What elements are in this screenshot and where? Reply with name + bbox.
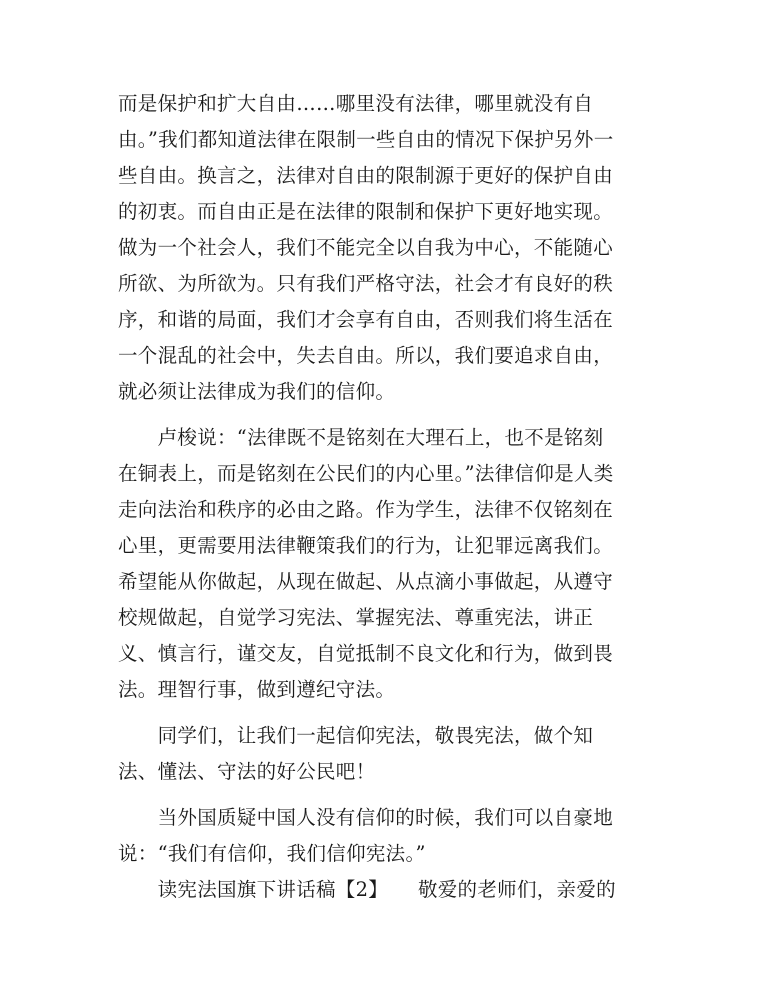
text-line: 做为一个社会人，我们不能完全以自我为中心，不能随心 — [118, 236, 614, 259]
text-line: 序，和谐的局面，我们才会享有自由，否则我们将生活在 — [118, 308, 614, 331]
text-line: 卢梭说：“法律既不是铭刻在大理石上，也不是铭刻 — [118, 426, 604, 449]
text-line: 而是保护和扩大自由……哪里没有法律，哪里就没有自 — [118, 92, 594, 115]
text-line: 同学们，让我们一起信仰宪法，敬畏宪法，做个知 — [118, 724, 594, 747]
text-line: 一个混乱的社会中，失去自由。所以，我们要追求自由， — [118, 344, 614, 367]
text-line: 义、慎言行，谨交友，自觉抵制不良文化和行为，做到畏 — [118, 642, 614, 665]
text-line: 在铜表上，而是铭刻在公民们的内心里。”法律信仰是人类 — [118, 462, 614, 485]
text-line: 校规做起，自觉学习宪法、掌握宪法、尊重宪法，讲正 — [118, 606, 594, 629]
text-line: 的初衷。而自由正是在法律的限制和保护下更好地实现。 — [118, 200, 614, 223]
text-line: 心里，更需要用法律鞭策我们的行为，让犯罪远离我们。 — [118, 534, 614, 557]
text-line: 当外国质疑中国人没有信仰的时候，我们可以自豪地 — [118, 806, 614, 829]
text-line: 就必须让法律成为我们的信仰。 — [118, 380, 396, 403]
text-line: 些自由。换言之，法律对自由的限制源于更好的保护自由 — [118, 164, 614, 187]
text-line: 法。理智行事，做到遵纪守法。 — [118, 678, 396, 701]
text-line: 说：“我们有信仰，我们信仰宪法。” — [118, 842, 426, 865]
text-line: 由。”我们都知道法律在限制一些自由的情况下保护另外一 — [118, 128, 614, 151]
text-line: 法、懂法、守法的好公民吧！ — [118, 760, 376, 783]
text-line: 希望能从你做起，从现在做起、从点滴小事做起，从遵守 — [118, 570, 614, 593]
text-line: 走向法治和秩序的必由之路。作为学生，法律不仅铭刻在 — [118, 498, 614, 521]
text-line: 所欲、为所欲为。只有我们严格守法，社会才有良好的秩 — [118, 272, 614, 295]
text-line: 读宪法国旗下讲话稿【2】 敬爱的老师们，亲爱的 — [118, 878, 616, 901]
